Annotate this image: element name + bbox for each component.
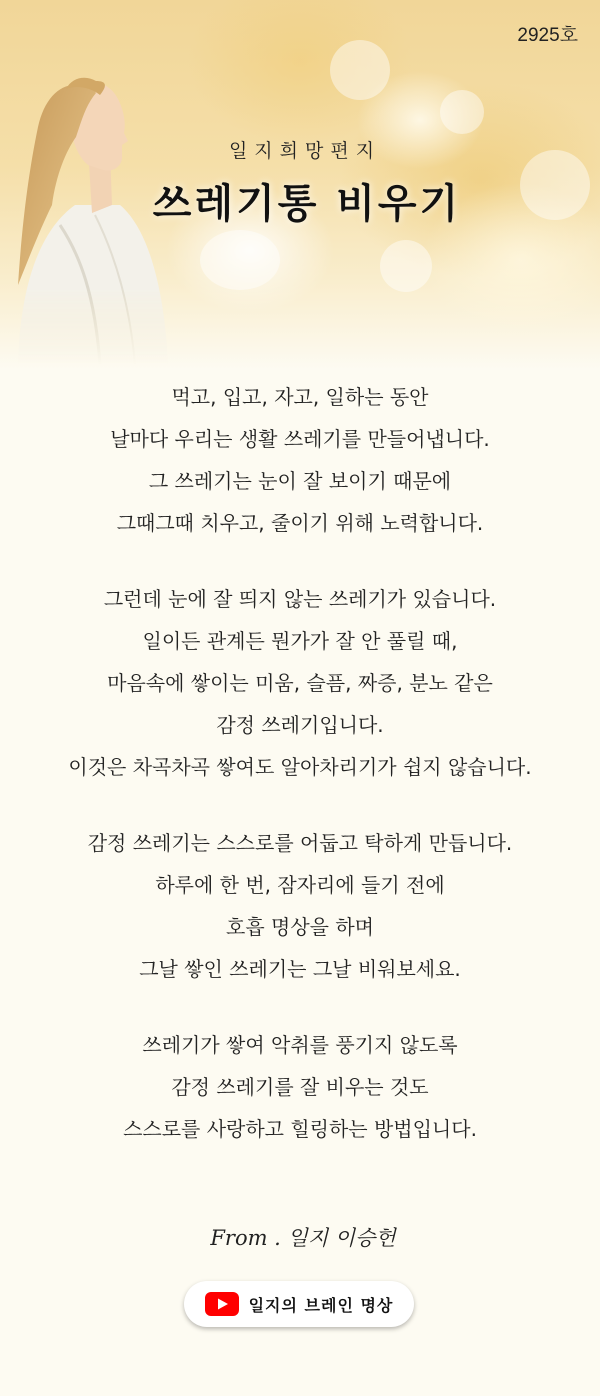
bokeh-light — [440, 90, 484, 134]
letter-line: 그런데 눈에 잘 띄지 않는 쓰레기가 있습니다. — [103, 587, 497, 611]
letter-body — [0, 376, 600, 1184]
letter-paragraph — [0, 376, 600, 544]
signature: From . 일지 이승헌 — [210, 1226, 396, 1250]
issue-number: 2925호 — [517, 25, 578, 46]
bokeh-light — [380, 240, 432, 292]
bokeh-light — [330, 40, 390, 100]
youtube-play-icon — [205, 1292, 239, 1316]
letter-line: 호흡 명상을 하며 — [226, 915, 374, 939]
letter-line: 그때그때 치우고, 줄이기 위해 노력합니다. — [116, 511, 484, 535]
letter-line: 먹고, 입고, 자고, 일하는 동안 — [171, 385, 429, 409]
header-banner — [0, 0, 600, 370]
letter-paragraph — [0, 822, 600, 990]
letter-line: 날마다 우리는 생활 쓰레기를 만들어냅니다. — [110, 427, 490, 451]
youtube-button-label: 일지의 브레인 명상 — [248, 1295, 394, 1315]
letter-paragraph — [0, 1024, 600, 1150]
letter-line: 마음속에 쌓이는 미움, 슬픔, 짜증, 분노 같은 — [107, 671, 493, 695]
letter-line: 그 쓰레기는 눈이 잘 보이기 때문에 — [148, 469, 452, 493]
bokeh-light — [200, 230, 280, 290]
letter-line: 감정 쓰레기를 잘 비우는 것도 — [171, 1075, 429, 1099]
letter-line: 감정 쓰레기입니다. — [216, 713, 384, 737]
page-title: 쓰레기통 비우기 — [152, 180, 462, 227]
letter-line: 그날 쌓인 쓰레기는 그날 비워보세요. — [139, 957, 461, 981]
youtube-channel-button[interactable] — [184, 1281, 414, 1327]
letter-line: 일이든 관계든 뭔가가 잘 안 풀릴 때, — [142, 629, 458, 653]
letter-line: 스스로를 사랑하고 힐링하는 방법입니다. — [123, 1117, 477, 1141]
letter-line: 쓰레기가 쌓여 악취를 풍기지 않도록 — [142, 1033, 458, 1057]
letter-line: 이것은 차곡차곡 쌓여도 알아차리기가 쉽지 않습니다. — [68, 755, 532, 779]
letter-line: 하루에 한 번, 잠자리에 들기 전에 — [155, 873, 445, 897]
letter-paragraph — [0, 578, 600, 788]
letter-series-subtitle: 일지희망편지 — [228, 140, 382, 162]
letter-line: 감정 쓰레기는 스스로를 어둡고 탁하게 만듭니다. — [87, 831, 513, 855]
